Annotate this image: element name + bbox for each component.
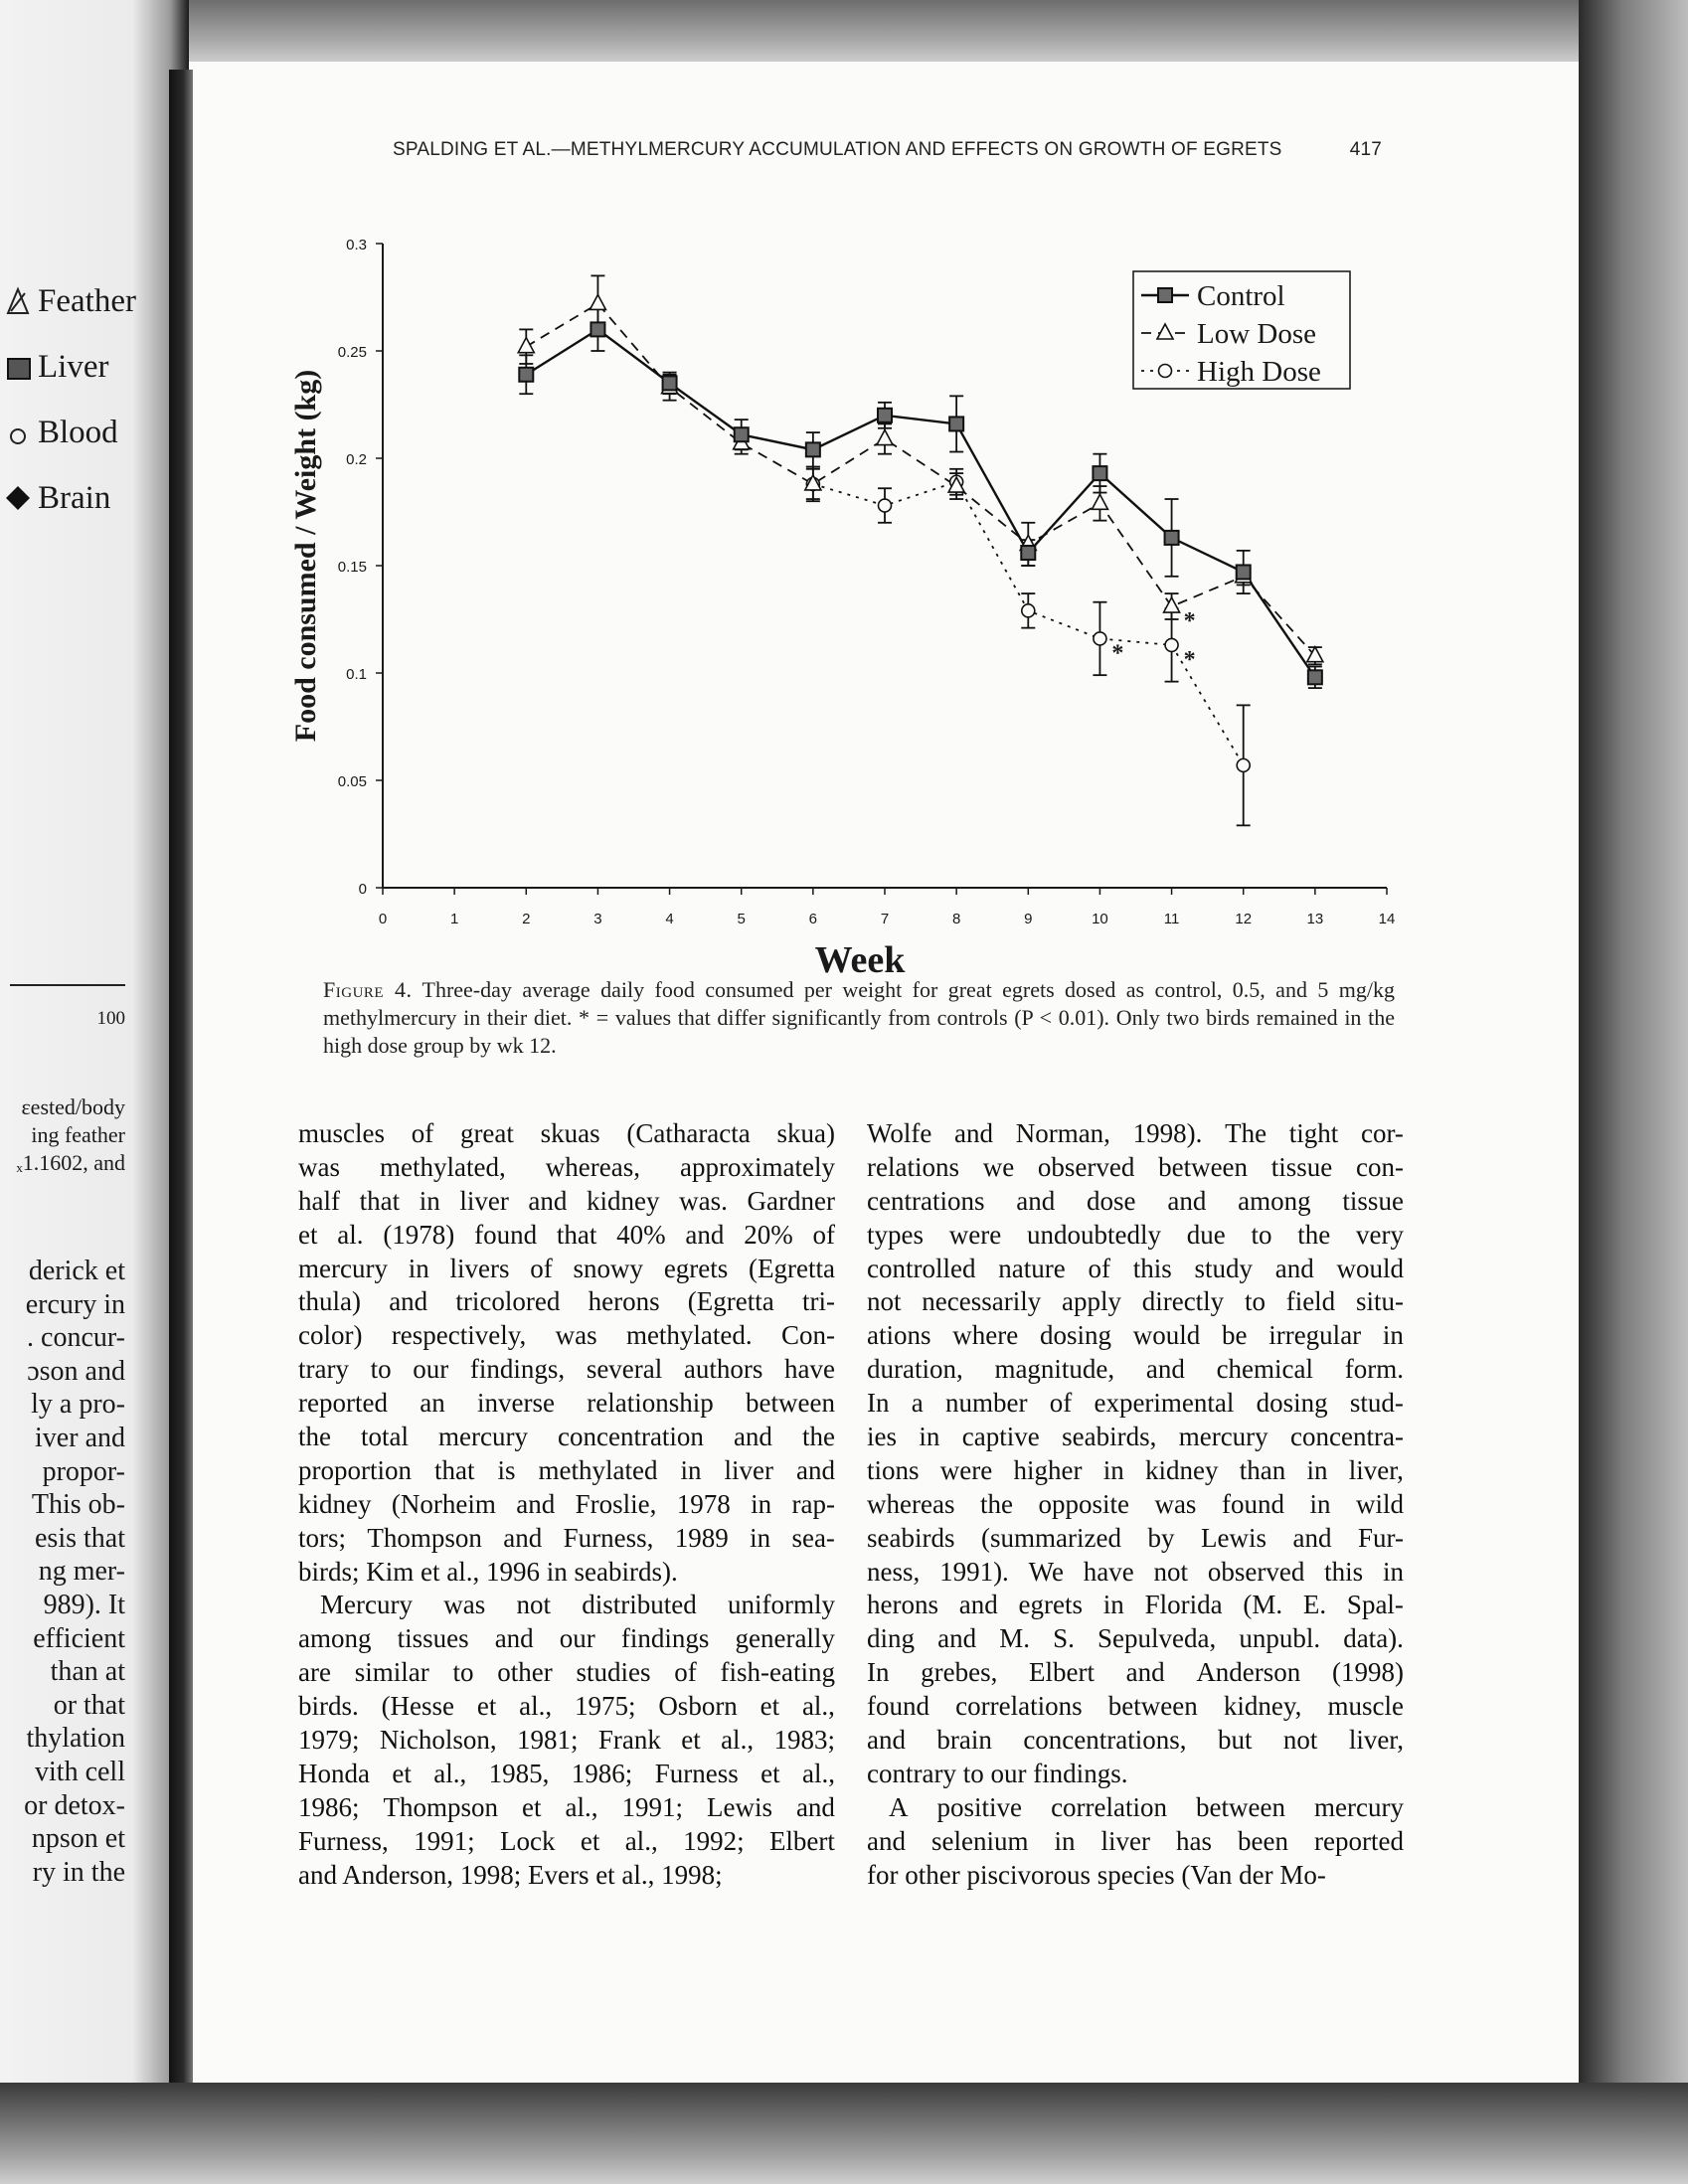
data-point-square: [1237, 565, 1251, 579]
data-point-square: [806, 442, 820, 456]
y-tick-label: 0.1: [346, 666, 367, 683]
legend-label: Control: [1197, 280, 1285, 312]
body-text-line: and brain concentrations, but not liver,: [867, 1725, 1404, 1756]
facing-legend-row: [2, 465, 161, 531]
body-text-line: Wolfe and Norman, 1998). The tight cor-: [867, 1118, 1404, 1148]
data-point-square: [519, 368, 533, 382]
body-text-line: relations we observed between tissue con-: [867, 1151, 1404, 1182]
facing-page-text: [6, 1255, 125, 1889]
facing-text-line: ercury in: [25, 1288, 125, 1320]
body-text-line: birds; Kim et al., 1996 in seabirds).: [298, 1556, 678, 1587]
body-text-line: seabirds (summarized by Lewis and Fur-: [867, 1522, 1404, 1553]
facing-page-small-text: [6, 1093, 125, 1177]
circle-marker-icon: [2, 417, 34, 448]
y-tick-label: 0.2: [346, 451, 367, 468]
facing-legend-row: [2, 400, 161, 465]
body-text-line: half that in liver and kidney was. Gardner: [298, 1185, 835, 1216]
body-text-line: In a number of experimental dosing stud-: [867, 1388, 1404, 1419]
body-text-line: duration, magnitude, and chemical form.: [867, 1354, 1404, 1385]
body-text-line: Furness, 1991; Lock et al., 1992; Elbert: [298, 1825, 835, 1856]
body-text-line: was methylated, whereas, approximately: [298, 1151, 835, 1182]
x-tick-label: 7: [880, 911, 890, 927]
data-point-square: [1165, 531, 1179, 545]
legend-label: High Dose: [1197, 356, 1321, 388]
body-text-line: herons and egrets in Florida (M. E. Spal-: [867, 1590, 1404, 1620]
data-point-triangle: [518, 338, 534, 353]
x-tick-label: 0: [378, 911, 388, 927]
body-text-line: muscles of great skuas (Catharacta skua): [298, 1118, 835, 1148]
x-tick-label: 10: [1092, 911, 1108, 927]
facing-axis-line: [10, 984, 125, 992]
body-text-line: Honda et al., 1985, 1986; Furness et al.,: [298, 1758, 835, 1788]
facing-text-line: efficient: [33, 1622, 125, 1654]
scan-shadow-right: [1579, 0, 1688, 2184]
body-text-line: types were undoubtedly due to the very: [867, 1219, 1404, 1250]
data-point-circle: [1237, 758, 1250, 771]
data-point-square: [735, 427, 749, 441]
facing-text-line: derick et: [28, 1256, 125, 1286]
x-tick-label: 5: [737, 911, 746, 927]
data-point-circle: [1165, 638, 1178, 651]
data-point-square: [949, 417, 963, 430]
data-point-square: [1093, 466, 1106, 480]
body-text-line: proportion that is methylated in liver and: [298, 1454, 835, 1485]
body-text-line: are similar to other studies of fish-eating: [298, 1657, 835, 1688]
body-text-line: for other piscivorous species (Van der Mo-: [867, 1859, 1326, 1890]
facing-page-axis: [6, 984, 125, 1030]
facing-page-legend: [2, 268, 161, 531]
x-tick-label: 13: [1306, 911, 1324, 927]
body-text-line: A positive correlation between mercury: [889, 1791, 1404, 1822]
facing-legend-row: [2, 268, 161, 334]
body-text-line: and selenium in liver has been reported: [867, 1825, 1404, 1856]
facing-small-line: ₓ1.1602, and: [16, 1150, 125, 1175]
body-text-line: ding and M. S. Sepulveda, unpubl. data).: [867, 1623, 1404, 1654]
facing-legend-label: Liver: [38, 349, 109, 385]
body-text-line: the total mercury concentration and the: [298, 1422, 835, 1452]
y-tick-label: 0: [358, 881, 367, 898]
legend-marker-circle: [1159, 365, 1172, 378]
facing-text-line: esis that: [35, 1522, 125, 1554]
figure-4-chart: [268, 224, 1396, 981]
body-text-line: birds. (Hesse et al., 1975; Osborn et al.,: [298, 1691, 835, 1722]
facing-text-line: 989). It: [43, 1589, 125, 1620]
figure-caption: [323, 976, 1395, 1060]
book-spine-shadow: [169, 70, 193, 2088]
page-number: 417: [1349, 139, 1382, 160]
facing-axis-tick: 100: [96, 1008, 125, 1029]
data-point-square: [1308, 670, 1322, 684]
body-text-line: color) respectively, was methylated. Con-: [298, 1320, 835, 1351]
x-tick-label: 12: [1235, 911, 1253, 927]
body-text-line: controlled nature of this study and would: [867, 1253, 1404, 1283]
body-text-line: among tissues and our findings generally: [298, 1623, 835, 1654]
x-axis-title: Week: [814, 939, 906, 981]
legend-marker-square: [1158, 288, 1172, 302]
y-tick-label: 0.05: [337, 773, 367, 790]
body-column-right: [867, 1117, 1404, 1892]
facing-text-line: ng mer-: [38, 1556, 125, 1588]
data-point-circle: [1094, 632, 1106, 645]
significance-asterisk: *: [1183, 646, 1196, 673]
facing-text-line: iver and: [35, 1422, 125, 1453]
x-tick-label: 4: [665, 911, 674, 927]
y-tick-label: 0.15: [337, 559, 367, 576]
body-text-line: contrary to our findings.: [867, 1758, 1128, 1788]
facing-text-line: or that: [53, 1689, 125, 1721]
facing-legend-label: Brain: [38, 480, 111, 516]
facing-text-line: . concur-: [27, 1322, 125, 1354]
x-tick-label: 6: [808, 911, 818, 927]
body-text-line: 1986; Thompson et al., 1991; Lewis and: [298, 1791, 835, 1822]
body-text-line: reported an inverse relationship between: [298, 1388, 835, 1419]
facing-text-line: ly a pro-: [31, 1389, 125, 1421]
facing-text-line: or detox-: [24, 1789, 125, 1821]
body-text-line: whereas the opposite was found in wild: [867, 1488, 1404, 1519]
body-text-line: tions were higher in kidney than in liver,: [867, 1454, 1404, 1485]
facing-text-line: than at: [50, 1656, 125, 1688]
x-tick-label: 1: [449, 911, 459, 927]
body-text-line: et al. (1978) found that 40% and 20% of: [298, 1219, 835, 1250]
body-text-line: ies in captive seabirds, mercury concentra-: [867, 1422, 1404, 1452]
facing-text-line: vith cell: [35, 1756, 125, 1787]
body-text-line: trary to our findings, several authors have: [298, 1354, 835, 1385]
data-point-square: [1021, 546, 1035, 560]
data-point-triangle: [1092, 494, 1107, 509]
facing-legend-label: Blood: [38, 415, 118, 450]
square-marker-icon: [2, 351, 34, 383]
facing-text-line: ɔson and: [27, 1355, 125, 1387]
data-point-square: [663, 376, 677, 390]
data-point-circle: [879, 499, 892, 512]
x-tick-label: 9: [1024, 911, 1033, 927]
body-text-line: mercury in livers of snowy egrets (Egretta: [298, 1253, 835, 1283]
x-tick-label: 14: [1378, 911, 1396, 927]
running-head-title: SPALDING ET AL.—METHYLMERCURY ACCUMULATION AND EFFECTS ON GROWTH OF EGRETS: [393, 139, 1282, 160]
significance-asterisk: *: [1111, 640, 1124, 667]
x-tick-label: 3: [593, 911, 602, 927]
body-text-line: 1979; Nicholson, 1981; Frank et al., 1983;: [298, 1725, 835, 1756]
y-tick-label: 0.25: [337, 344, 367, 361]
facing-text-line: npson et: [31, 1823, 125, 1855]
body-text-line: found correlations between kidney, muscle: [867, 1691, 1404, 1722]
body-text-line: thula) and tricolored herons (Egretta tri-: [298, 1286, 835, 1317]
y-tick-label: 0.3: [346, 237, 367, 253]
facing-small-line: ing feather: [31, 1122, 125, 1147]
data-point-square: [878, 409, 892, 422]
x-tick-label: 8: [951, 911, 961, 927]
significance-asterisk: *: [1183, 608, 1196, 635]
data-point-triangle: [590, 294, 605, 309]
facing-legend-row: [2, 334, 161, 400]
caption-text: Three-day average daily food consumed per weight for great egrets dosed as control, 0.5, and 5 mg/kg methylmercury in their diet. * = values that differ significantly from controls (P < 0.01). Only two birds remained in the high dose group by wk 12.: [323, 977, 1395, 1058]
body-text-line: In grebes, Elbert and Anderson (1998): [867, 1657, 1404, 1688]
diamond-marker-icon: [2, 482, 34, 514]
body-column-left: [298, 1117, 835, 1892]
x-tick-label: 2: [522, 911, 531, 927]
facing-text-line: ry in the: [32, 1856, 125, 1888]
body-text-line: Mercury was not distributed uniformly: [320, 1590, 835, 1620]
body-text-line: tors; Thompson and Furness, 1989 in sea-: [298, 1522, 835, 1553]
y-axis-title: Food consumed / Weight (kg): [289, 369, 322, 743]
figure-label: Figure 4.: [323, 977, 413, 1002]
scan-shadow-top: [0, 0, 1688, 68]
body-text-line: ations where dosing would be irregular in: [867, 1320, 1404, 1351]
facing-text-line: thylation: [26, 1723, 125, 1755]
body-text-line: and Anderson, 1998; Evers et al., 1998;: [298, 1859, 723, 1890]
facing-legend-label: Feather: [38, 283, 136, 319]
facing-text-line: This ob-: [31, 1489, 125, 1521]
body-text-line: kidney (Norheim and Froslie, 1978 in rap-: [298, 1488, 835, 1519]
data-point-circle: [1022, 604, 1035, 617]
scan-shadow-bottom: [0, 2083, 1688, 2184]
x-tick-label: 11: [1163, 911, 1180, 927]
body-text-line: centrations and dose and among tissue: [867, 1185, 1404, 1216]
legend-label: Low Dose: [1197, 318, 1317, 350]
body-text-line: not necessarily apply directly to field situ-: [867, 1286, 1404, 1317]
data-point-triangle: [877, 430, 893, 445]
facing-small-line: ɛested/body: [21, 1094, 125, 1119]
data-point-square: [591, 322, 604, 336]
running-head: [393, 139, 1382, 161]
facing-text-line: propor-: [42, 1455, 125, 1487]
body-text-line: ness, 1991). We have not observed this in: [867, 1556, 1404, 1587]
triangle-marker-icon: [2, 285, 34, 317]
